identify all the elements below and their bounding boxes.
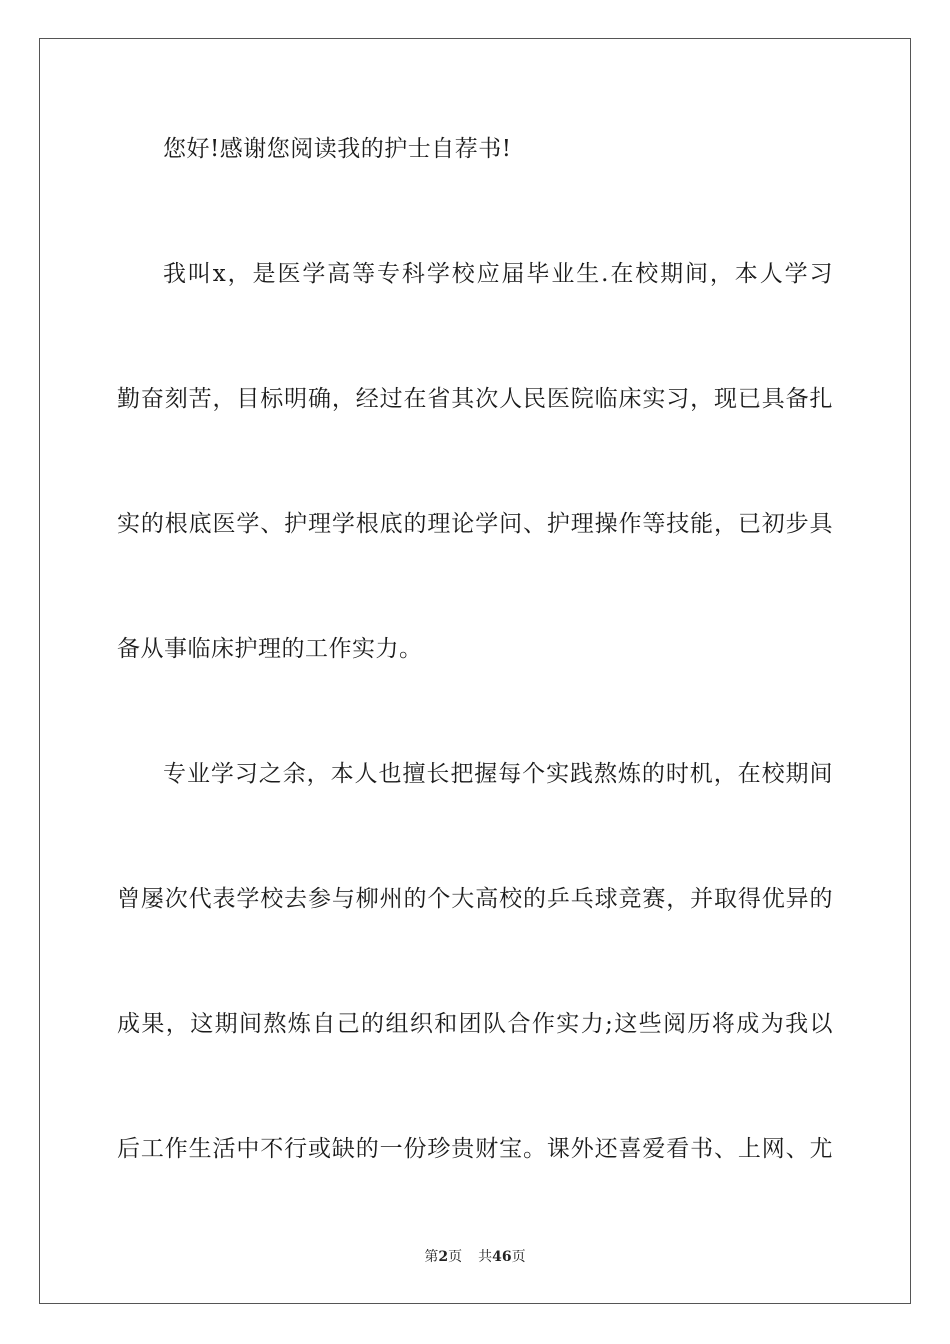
paragraph-2-line-4: 后工作生活中不行或缺的一份珍贵财宝。课外还喜爱看书、上网、尤: [117, 1136, 833, 1162]
page-prefix: 第: [424, 1249, 439, 1265]
greeting-line: 您好!感谢您阅读我的护士自荐书!: [163, 136, 512, 162]
paragraph-1-line-1: 我叫x，是医学高等专科学校应届毕业生.在校期间，本人学习: [163, 261, 833, 287]
page-footer: [0, 1248, 950, 1266]
paragraph-2-line-1: 专业学习之余，本人也擅长把握每个实践熬炼的时机，在校期间: [163, 761, 833, 787]
page-suffix: 页: [448, 1249, 463, 1265]
total-prefix: 共: [478, 1249, 493, 1265]
total-suffix: 页: [511, 1249, 526, 1265]
paragraph-1-line-2: 勤奋刻苦，目标明确，经过在省其次人民医院临床实习，现已具备扎: [117, 386, 833, 412]
page-number: 2: [438, 1249, 449, 1265]
paragraph-2-line-2: 曾屡次代表学校去参与柳州的个大高校的乒乓球竞赛，并取得优异的: [117, 886, 833, 912]
page-border: [39, 38, 911, 1304]
total-pages: 46: [492, 1249, 512, 1265]
paragraph-2-line-3: 成果，这期间熬炼自己的组织和团队合作实力;这些阅历将成为我以: [117, 1011, 833, 1037]
paragraph-1-line-4: 备从事临床护理的工作实力。: [117, 636, 423, 662]
paragraph-1-line-3: 实的根底医学、护理学根底的理论学问、护理操作等技能，已初步具: [117, 511, 833, 537]
